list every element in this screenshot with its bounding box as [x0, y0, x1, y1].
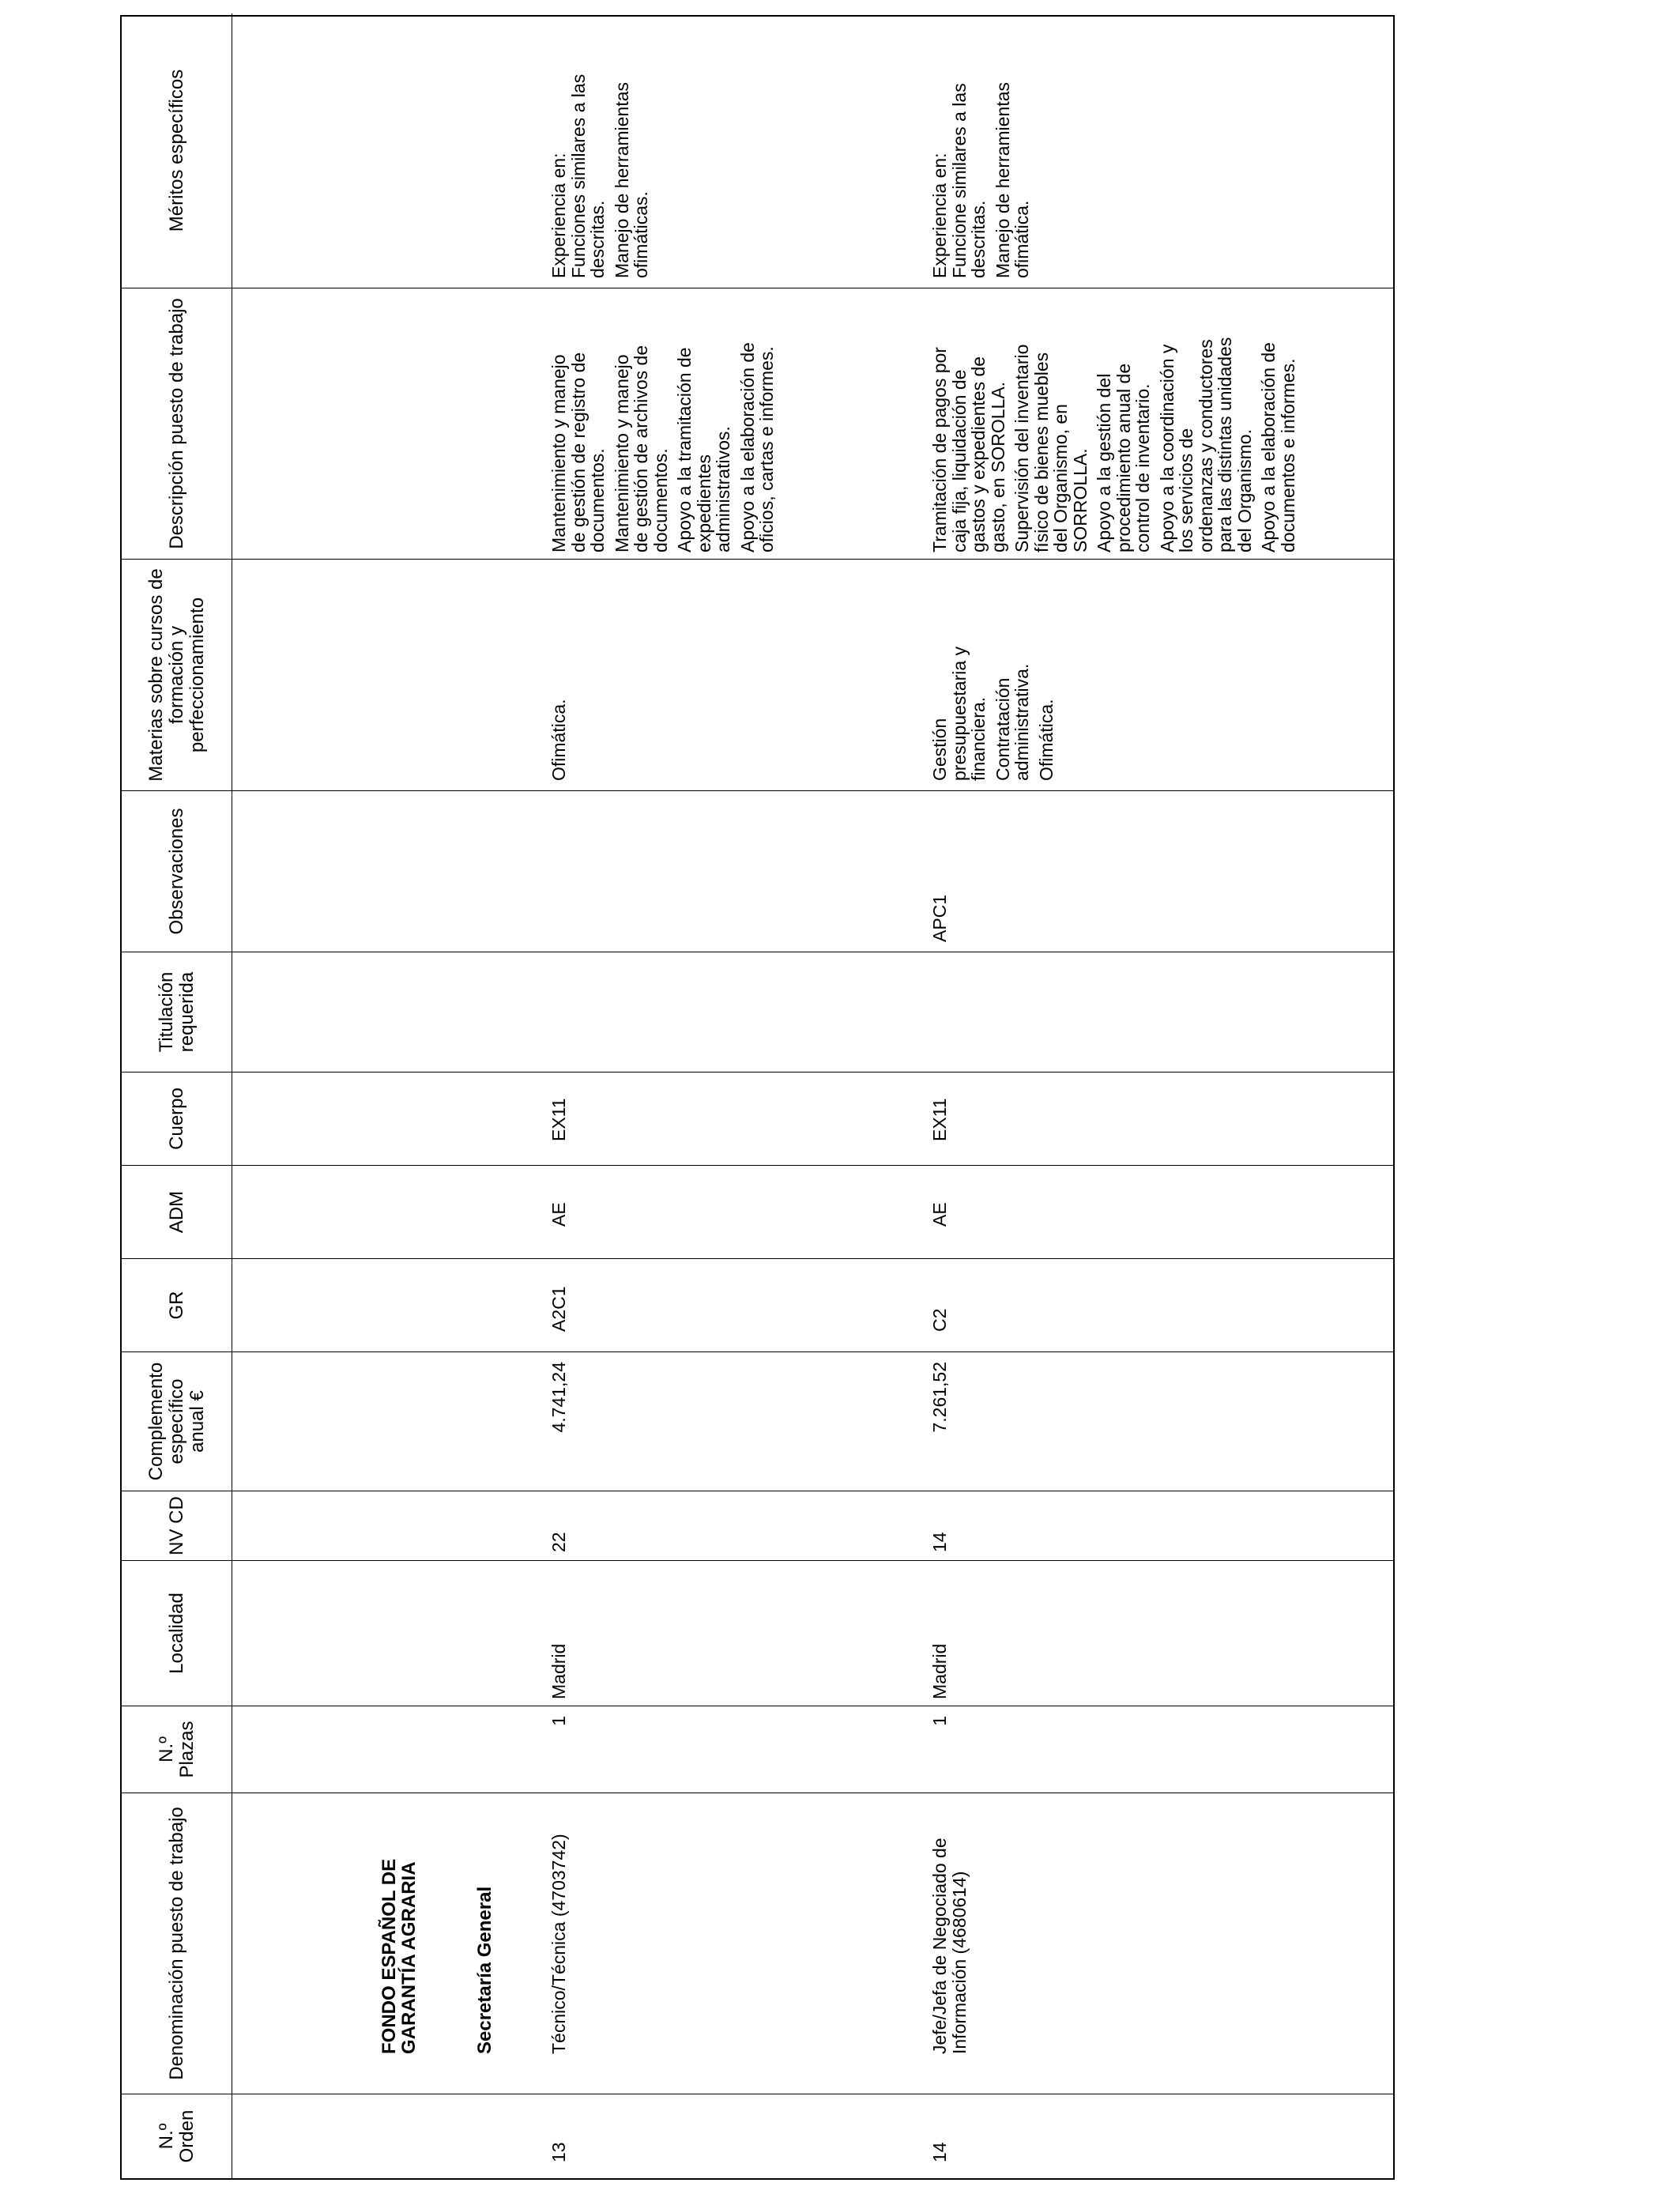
row-14-meritos: [930, 25, 1037, 278]
column-gr: [232, 1258, 1393, 1351]
header-plazas: N.º Plazas: [122, 1706, 232, 1793]
column-adm: [232, 1165, 1393, 1258]
column-plazas: [232, 1706, 1393, 1793]
row-14-nivel: 14: [929, 1532, 950, 1552]
row-14-observaciones: APC1: [929, 894, 950, 942]
header-observaciones: Observaciones: [122, 790, 232, 952]
unidad-title: Secretaría General: [474, 1886, 495, 2054]
column-localidad: [232, 1560, 1393, 1706]
row-13-materias: [549, 631, 574, 781]
header-titulacion: Titulación requerida: [122, 952, 232, 1072]
descripcion-item: Apoyo a la elaboración de oficios, cartas e informes.: [736, 342, 777, 552]
row-14-plazas: 1: [929, 1716, 950, 1726]
column-materias: [232, 559, 1393, 790]
row-13-denominacion: Técnico/Técnica (4703742): [548, 1834, 569, 2054]
column-nivel: [232, 1491, 1393, 1560]
row-13-plazas: 1: [548, 1716, 569, 1726]
row-14-orden: 14: [929, 2142, 950, 2162]
merito-item: Experiencia en:: [929, 153, 950, 278]
header-orden: N.º Orden: [122, 2094, 232, 2178]
header-meritos: Méritos específicos: [122, 13, 232, 288]
header-adm: ADM: [122, 1165, 232, 1258]
row-14-localidad: Madrid: [929, 1643, 950, 1699]
row-13-orden: 13: [548, 2142, 569, 2162]
descripcion-item: Mantenimiento y manejo de gestión de archivos de documentos.: [611, 345, 671, 552]
descripcion-item: Apoyo a la tramitación de expedientes administrativos.: [674, 347, 733, 552]
row-14-adm: AE: [929, 1202, 950, 1227]
header-nivel: NV CD: [122, 1491, 232, 1560]
row-14-gr: C2: [929, 1308, 950, 1332]
header-denominacion: Denominación puesto de trabajo: [122, 1793, 232, 2094]
header-descripcion: Descripción puesto de trabajo: [122, 288, 232, 559]
descripcion-item: Apoyo a la elaboración de documentos e informes.: [1258, 342, 1298, 552]
merito-item: Funciones similares a las descritas.: [567, 74, 608, 278]
merito-item: Manejo de herramientas ofimáticas.: [611, 81, 651, 278]
row-13-cuerpo: EX11: [548, 1098, 569, 1141]
merito-item: Experiencia en:: [548, 153, 569, 278]
row-13-localidad: Madrid: [548, 1643, 569, 1699]
materia-item: Gestión presupuestaria y financiera.: [929, 646, 989, 781]
row-14-descripcion: [930, 330, 1302, 552]
header-materias: Materias sobre cursos de formación y perfeccionamiento: [122, 559, 232, 790]
row-13-adm: AE: [548, 1202, 569, 1227]
row-14-denominacion: Jefe/Jefa de Negociado de Información (4680614): [929, 1838, 970, 2054]
header-complemento: Complemento específico anual €: [122, 1351, 232, 1491]
materia-item: Ofimática.: [548, 699, 569, 781]
row-14-materias: [930, 631, 1060, 781]
row-14-complemento: 7.261,52: [929, 1362, 950, 1433]
column-denominacion: [232, 1793, 1393, 2094]
organismo-title: FONDO ESPAÑOL DE GARANTÍA AGRARIA: [379, 1858, 420, 2054]
materia-item: Contratación administrativa.: [992, 663, 1032, 781]
row-13-gr: A2C1: [548, 1286, 569, 1332]
descripcion-item: Mantenimiento y manejo de gestión de registro de documentos.: [548, 352, 608, 552]
row-14-cuerpo: EX11: [929, 1098, 950, 1141]
header-localidad: Localidad: [122, 1560, 232, 1706]
merito-item: Funcione similares a las descritas.: [948, 83, 989, 278]
descripcion-item: Apoyo a la gestión del procedimiento anual de control de inventario.: [1094, 363, 1153, 552]
descripcion-item: Supervisión del inventario físico de bienes muebles del Organismo, en SORROLLA.: [1011, 344, 1090, 552]
positions-table: [120, 15, 1395, 2180]
column-meritos: [232, 13, 1393, 288]
column-orden: [232, 2094, 1393, 2178]
row-13-complemento: 4.741,24: [548, 1362, 569, 1433]
merito-item: Manejo de herramientas ofimática.: [992, 81, 1032, 278]
descripcion-item: Tramitación de pagos por caja fija, liquidación de gastos y expedientes de gasto, en SOROLLA.: [929, 347, 1008, 552]
row-13-descripcion: [549, 330, 782, 552]
descripcion-item: Apoyo a la coordinación y los servicios de ordenanzas y conductores para las distintas unidades del Organismo.: [1156, 337, 1255, 552]
header-gr: GR: [122, 1258, 232, 1351]
column-complemento: [232, 1351, 1393, 1491]
row-13-nivel: 22: [548, 1532, 569, 1552]
column-descripcion: [232, 288, 1393, 559]
header-cuerpo: Cuerpo: [122, 1072, 232, 1165]
row-13-meritos: [549, 25, 656, 278]
materia-item: Ofimática.: [1035, 699, 1057, 781]
column-cuerpo: [232, 1072, 1393, 1165]
column-titulacion: [232, 952, 1393, 1072]
column-observaciones: [232, 790, 1393, 952]
